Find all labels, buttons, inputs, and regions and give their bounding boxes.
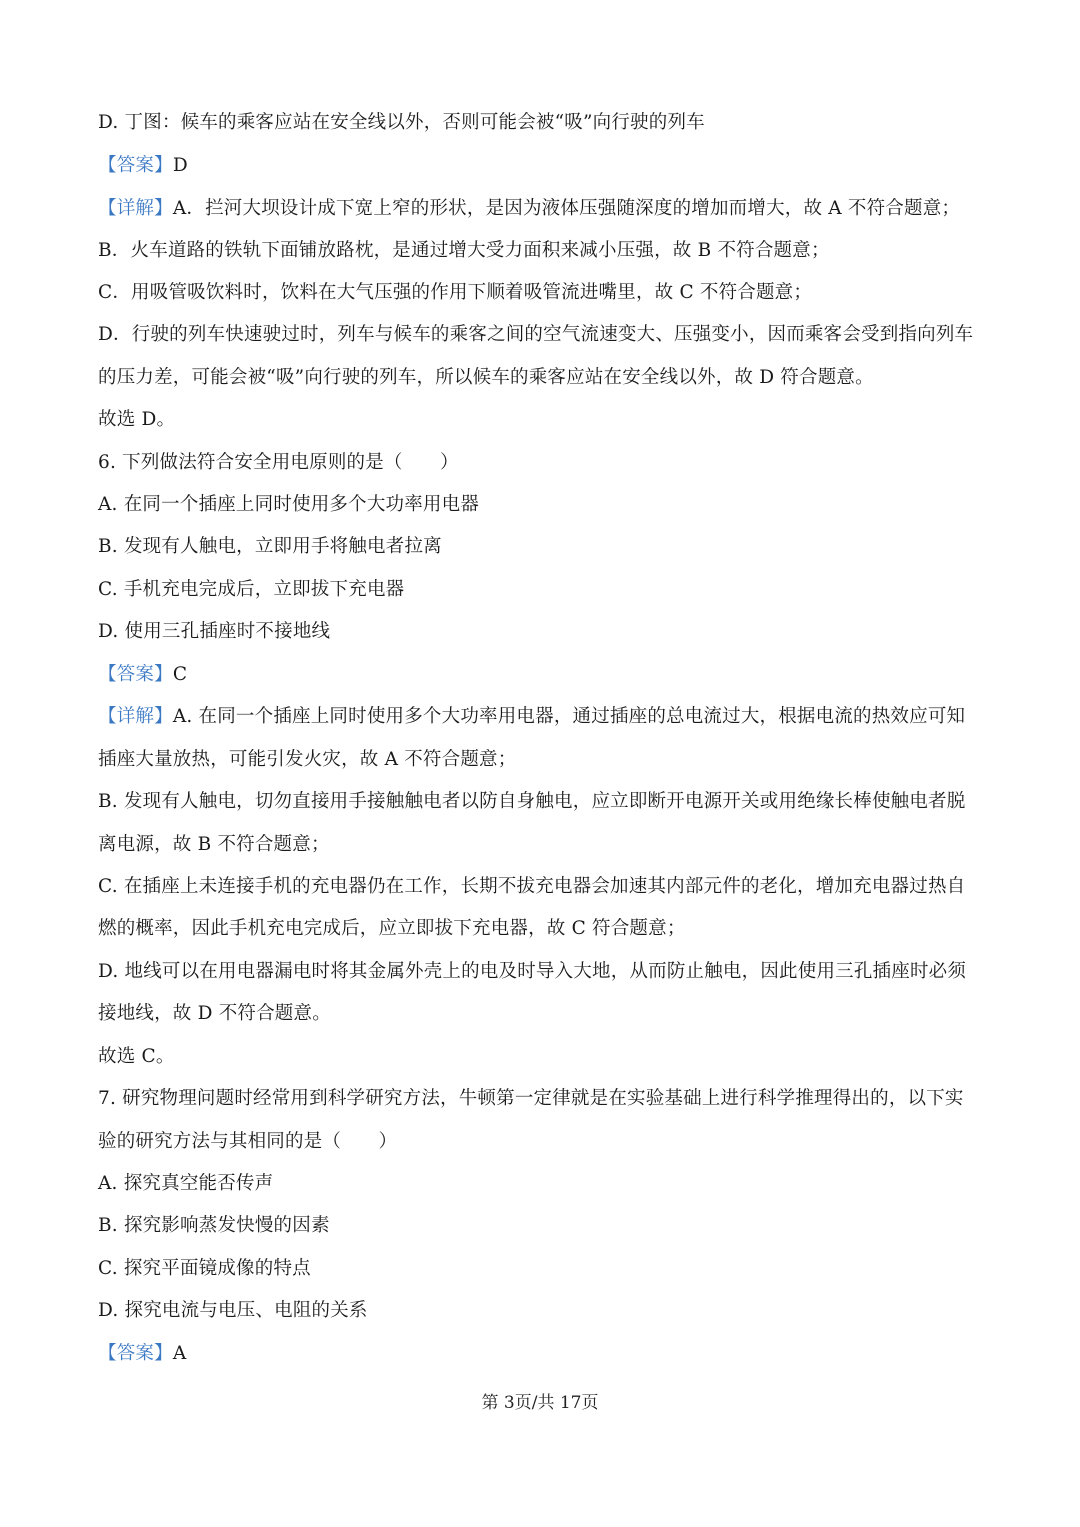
- page-footer: 第 3页/共 17页: [481, 1393, 599, 1413]
- explanation-line: D. 地线可以在用电器漏电时将其金属外壳上的电及时导入大地，从而防止触电，因此使用三孔插座时必须: [98, 961, 967, 982]
- answer-line: 【答案】D: [98, 155, 188, 176]
- option-a: A. 探究真空能否传声: [98, 1173, 274, 1194]
- option-c: C. 手机充电完成后，立即拔下充电器: [98, 579, 405, 600]
- explanation-line: 【详解】A. 在同一个插座上同时使用多个大功率用电器，通过插座的总电流过大，根据电流的热效应可知: [98, 706, 966, 727]
- option-c: C. 探究平面镜成像的特点: [98, 1258, 311, 1279]
- answer-tag: 【答案】: [98, 155, 173, 176]
- conclusion-line: 故选 C。: [98, 1046, 175, 1067]
- explanation-tag: 【详解】: [98, 706, 173, 727]
- option-d-line: D. 丁图：候车的乘客应站在安全线以外，否则可能会被“吸”向行驶的列车: [98, 112, 705, 133]
- answer-tag: 【答案】: [98, 1343, 173, 1364]
- explanation-line: 离电源，故 B 不符合题意；: [98, 834, 330, 855]
- explanation-tag: 【详解】: [98, 198, 173, 219]
- explanation-line: C．用吸管吸饮料时，饮料在大气压强的作用下顺着吸管流进嘴里，故 C 不符合题意；: [98, 282, 813, 303]
- explanation-line: 【详解】A．拦河大坝设计成下宽上窄的形状，是因为液体压强随深度的增加而增大，故 A 不符合题意；: [98, 198, 961, 219]
- explanation-line: 的压力差，可能会被“吸”向行驶的列车，所以候车的乘客应站在安全线以外，故 D 符合题意。: [98, 367, 874, 388]
- option-d: D. 探究电流与电压、电阻的关系: [98, 1300, 368, 1321]
- answer-tag: 【答案】: [98, 664, 173, 685]
- question-7: 7. 研究物理问题时经常用到科学研究方法，牛顿第一定律就是在实验基础上进行科学推理得出的，以下实: [98, 1088, 964, 1109]
- explanation-line: 接地线，故 D 不符合题意。: [98, 1003, 331, 1024]
- option-d: D. 使用三孔插座时不接地线: [98, 621, 331, 642]
- conclusion-line: 故选 D。: [98, 409, 176, 430]
- explanation-line: B．火车道路的铁轨下面铺放路枕，是通过增大受力面积来减小压强，故 B 不符合题意；: [98, 240, 830, 261]
- explanation-line: B. 发现有人触电，切勿直接用手接触触电者以防自身触电，应立即断开电源开关或用绝缘长棒使触电者脱: [98, 791, 966, 812]
- answer-line: 【答案】C: [98, 664, 188, 685]
- answer-line: 【答案】A: [98, 1343, 187, 1364]
- explanation-line: 插座大量放热，可能引发火灾，故 A 不符合题意；: [98, 749, 517, 770]
- option-b: B. 探究影响蒸发快慢的因素: [98, 1215, 330, 1236]
- option-a: A. 在同一个插座上同时使用多个大功率用电器: [98, 494, 480, 515]
- explanation-line: D．行驶的列车快速驶过时，列车与候车的乘客之间的空气流速变大、压强变小，因而乘客会受到指向列车: [98, 324, 974, 345]
- question-7-cont: 验的研究方法与其相同的是（ ）: [98, 1131, 398, 1152]
- explanation-line: 燃的概率，因此手机充电完成后，应立即拔下充电器，故 C 符合题意；: [98, 918, 686, 939]
- explanation-line: C. 在插座上未连接手机的充电器仍在工作，长期不拔充电器会加速其内部元件的老化，增加充电器过热自: [98, 876, 966, 897]
- option-b: B. 发现有人触电，立即用手将触电者拉离: [98, 536, 442, 557]
- question-6: 6. 下列做法符合安全用电原则的是（ ）: [98, 452, 459, 473]
